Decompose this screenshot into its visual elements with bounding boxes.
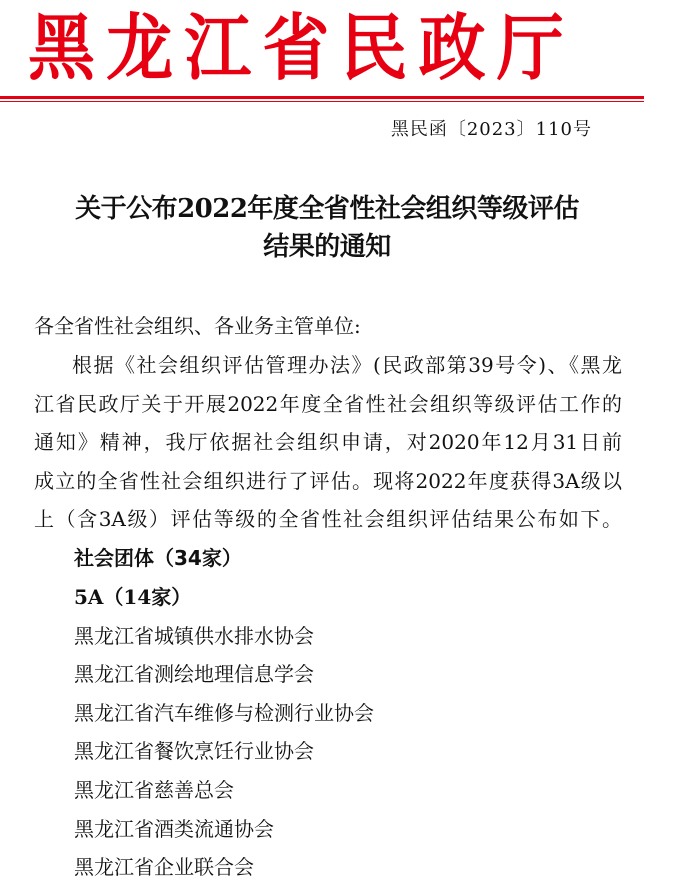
- notice-title-line-2: 结果的通知: [263, 232, 391, 262]
- organization-item: 黑龙江省慈善总会: [74, 778, 234, 802]
- category-heading: 社会团体（34家）: [74, 546, 242, 570]
- document-number: 黑民函〔2023〕110号: [390, 119, 592, 140]
- organization-item: 黑龙江省酒类流通协会: [74, 817, 274, 841]
- masthead-rule-thick: [0, 96, 644, 99]
- body-line-3: 通知》精神，我厅依据社会组织申请，对2020年12月31日前: [34, 430, 622, 454]
- organization-item: 黑龙江省汽车维修与检测行业协会: [74, 701, 374, 725]
- body-line-2: 江省民政厅关于开展2022年度全省性社会组织等级评估工作的: [34, 392, 622, 416]
- grade-heading: 5A（14家）: [74, 585, 192, 609]
- notice-title-line-1: 关于公布2022年度全省性社会组织等级评估: [75, 194, 579, 224]
- masthead-rule-thin: [0, 101, 644, 102]
- notice-title: [24, 190, 630, 266]
- organization-item: 黑龙江省测绘地理信息学会: [74, 662, 314, 686]
- organization-item: 黑龙江省企业联合会: [74, 855, 254, 879]
- organization-item: 黑龙江省餐饮烹饪行业协会: [74, 739, 314, 763]
- organization-item: 黑龙江省城镇供水排水协会: [74, 624, 314, 648]
- body-line-4: 成立的全省性社会组织进行了评估。现将2022年度获得3A级以: [34, 469, 622, 493]
- body-line-1: 根据《社会组织评估管理办法》(民政部第39号令)、《黑龙: [72, 353, 622, 377]
- agency-masthead: 黑龙江省民政厅: [28, 5, 575, 90]
- addressee: 各全省性社会组织、各业务主管单位:: [34, 314, 361, 338]
- body-line-5: 上（含3A级）评估等级的全省性社会组织评估结果公布如下。: [34, 507, 622, 531]
